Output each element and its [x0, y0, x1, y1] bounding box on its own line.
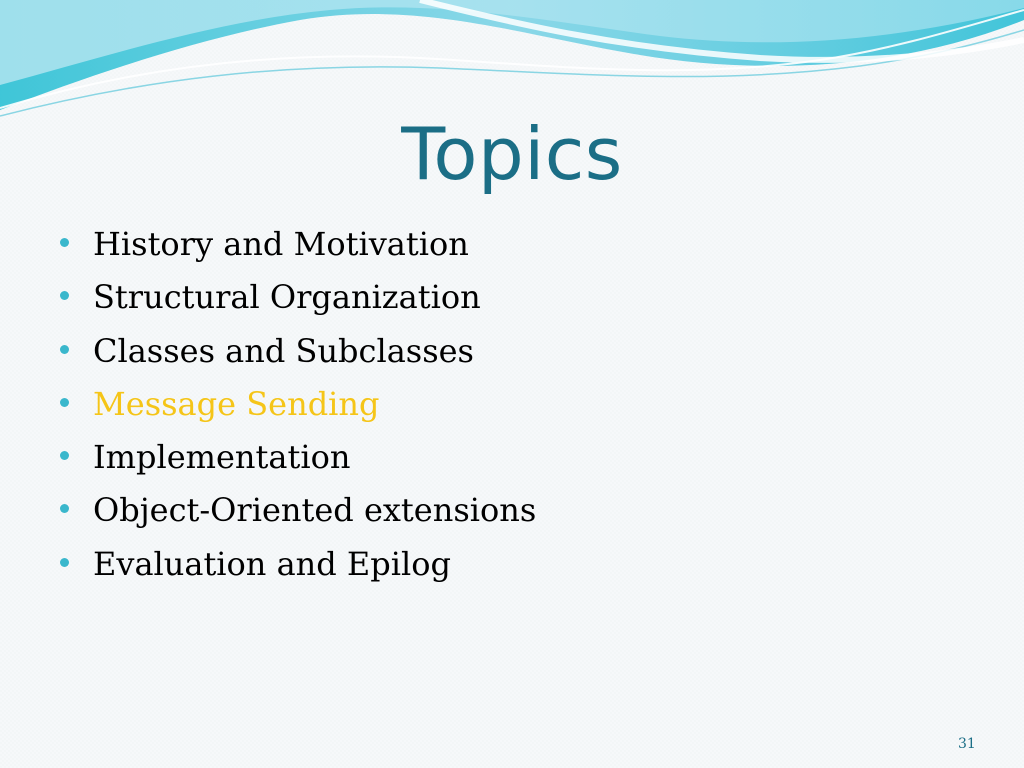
bullet-dot-icon — [60, 238, 69, 247]
topic-item — [60, 275, 536, 328]
topic-item — [60, 329, 536, 382]
topic-item — [60, 382, 536, 435]
slide-number: 31 — [958, 736, 976, 752]
topic-item — [60, 222, 536, 275]
bullet-dot-icon — [60, 558, 69, 567]
topic-item — [60, 488, 536, 541]
topic-text: Message Sending — [93, 384, 380, 423]
topic-text: History and Motivation — [93, 225, 469, 263]
topic-text: Structural Organization — [93, 278, 481, 317]
bullet-dot-icon — [60, 504, 69, 513]
topic-item — [60, 542, 536, 595]
bullet-dot-icon — [60, 398, 69, 407]
topic-text: Classes and Subclasses — [93, 331, 474, 370]
topic-text: Evaluation and Epilog — [93, 544, 451, 583]
topic-item — [60, 435, 536, 488]
bullet-dot-icon — [60, 451, 69, 460]
topic-list — [60, 222, 536, 595]
topic-text: Implementation — [93, 438, 351, 477]
bullet-dot-icon — [60, 291, 69, 300]
bullet-dot-icon — [60, 345, 69, 354]
header-wave-decoration — [0, 0, 1024, 130]
slide-title: Topics — [401, 112, 623, 196]
topic-text: Object-Oriented extensions — [93, 491, 537, 530]
